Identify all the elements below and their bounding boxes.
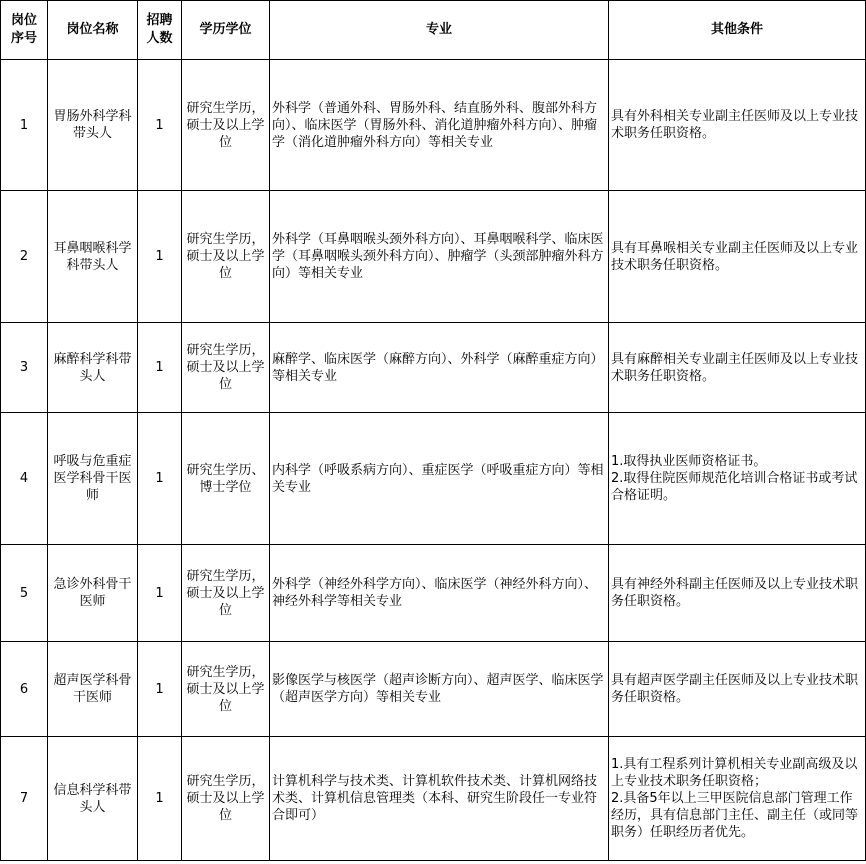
cell-seq: 1 — [1, 60, 48, 191]
header-edu: 学历学位 — [182, 1, 270, 60]
cell-count: 1 — [138, 737, 182, 861]
cell-edu: 研究生学历，硕士及以上学位 — [182, 191, 270, 323]
cell-major: 外科学（普通外科、胃肠外科、结直肠外科、腹部外科方向）、临床医学（胃肠外科、消化道肿瘤外科方向）、肿瘤学（消化道肿瘤外科方向）等相关专业 — [270, 60, 609, 191]
cell-major: 影像医学与核医学（超声诊断方向）、超声医学、临床医学（超声医学方向）等相关专业 — [270, 642, 609, 737]
cell-major: 麻醉学、临床医学（麻醉方向）、外科学（麻醉重症方向）等相关专业 — [270, 323, 609, 413]
cell-major: 计算机科学与技术类、计算机软件技术类、计算机网络技术类、计算机信息管理类（本科、研究生阶段任一专业符合即可） — [270, 737, 609, 861]
cell-edu: 研究生学历，硕士及以上学位 — [182, 737, 270, 861]
header-count: 招聘 人数 — [138, 1, 182, 60]
table-row — [1, 413, 866, 545]
cell-edu: 研究生学历，硕士及以上学位 — [182, 60, 270, 191]
cell-name: 耳鼻咽喉科学科带头人 — [48, 191, 138, 323]
cell-name: 麻醉科学科带头人 — [48, 323, 138, 413]
cell-edu: 研究生学历，硕士及以上学位 — [182, 545, 270, 642]
cell-other: 具有超声医学副主任医师及以上专业技术职务任职资格。 — [609, 642, 866, 737]
cell-major: 外科学（神经外科学方向）、临床医学（神经外科方向）、神经外科学等相关专业 — [270, 545, 609, 642]
cell-name: 超声医学科骨干医师 — [48, 642, 138, 737]
cell-seq: 7 — [1, 737, 48, 861]
cell-edu: 研究生学历，硕士及以上学位 — [182, 323, 270, 413]
table-row — [1, 323, 866, 413]
header-major: 专业 — [270, 1, 609, 60]
cell-name: 胃肠外科学科带头人 — [48, 60, 138, 191]
cell-count: 1 — [138, 413, 182, 545]
cell-count: 1 — [138, 545, 182, 642]
header-name: 岗位名称 — [48, 1, 138, 60]
cell-major: 外科学（耳鼻咽喉头颈外科方向）、耳鼻咽喉科学、临床医学（耳鼻咽喉头颈外科方向）、肿瘤学（头颈部肿瘤外科方向）等相关专业 — [270, 191, 609, 323]
cell-count: 1 — [138, 642, 182, 737]
header-seq: 岗位 序号 — [1, 1, 48, 60]
header-other: 其他条件 — [609, 1, 866, 60]
cell-other: 具有外科相关专业副主任医师及以上专业技术职务任职资格。 — [609, 60, 866, 191]
cell-other: 具有耳鼻喉相关专业副主任医师及以上专业技术职务任职资格。 — [609, 191, 866, 323]
table-row — [1, 191, 866, 323]
cell-other: 1.具有工程系列计算机相关专业副高级及以上专业技术职务任职资格； 2.具备5年以上三甲医院信息部门管理工作经历，具有信息部门主任、副主任（或同等职务）任职经历者优先。 — [609, 737, 866, 861]
table-row — [1, 60, 866, 191]
cell-name: 急诊外科骨干医师 — [48, 545, 138, 642]
table-row — [1, 545, 866, 642]
cell-other: 具有麻醉相关专业副主任医师及以上专业技术职务任职资格。 — [609, 323, 866, 413]
cell-seq: 5 — [1, 545, 48, 642]
cell-count: 1 — [138, 60, 182, 191]
cell-seq: 6 — [1, 642, 48, 737]
table-row — [1, 737, 866, 861]
cell-seq: 4 — [1, 413, 48, 545]
table-row — [1, 642, 866, 737]
table-header-row — [1, 1, 866, 60]
cell-name: 信息科学科带头人 — [48, 737, 138, 861]
cell-count: 1 — [138, 191, 182, 323]
cell-seq: 2 — [1, 191, 48, 323]
cell-edu: 研究生学历，硕士及以上学位 — [182, 642, 270, 737]
cell-major: 内科学（呼吸系病方向）、重症医学（呼吸重症方向）等相关专业 — [270, 413, 609, 545]
cell-other: 1.取得执业医师资格证书。 2.取得住院医师规范化培训合格证书或考试合格证明。 — [609, 413, 866, 545]
cell-edu: 研究生学历、博士学位 — [182, 413, 270, 545]
cell-seq: 3 — [1, 323, 48, 413]
cell-other: 具有神经外科副主任医师及以上专业技术职务任职资格。 — [609, 545, 866, 642]
cell-name: 呼吸与危重症医学科骨干医师 — [48, 413, 138, 545]
cell-count: 1 — [138, 323, 182, 413]
